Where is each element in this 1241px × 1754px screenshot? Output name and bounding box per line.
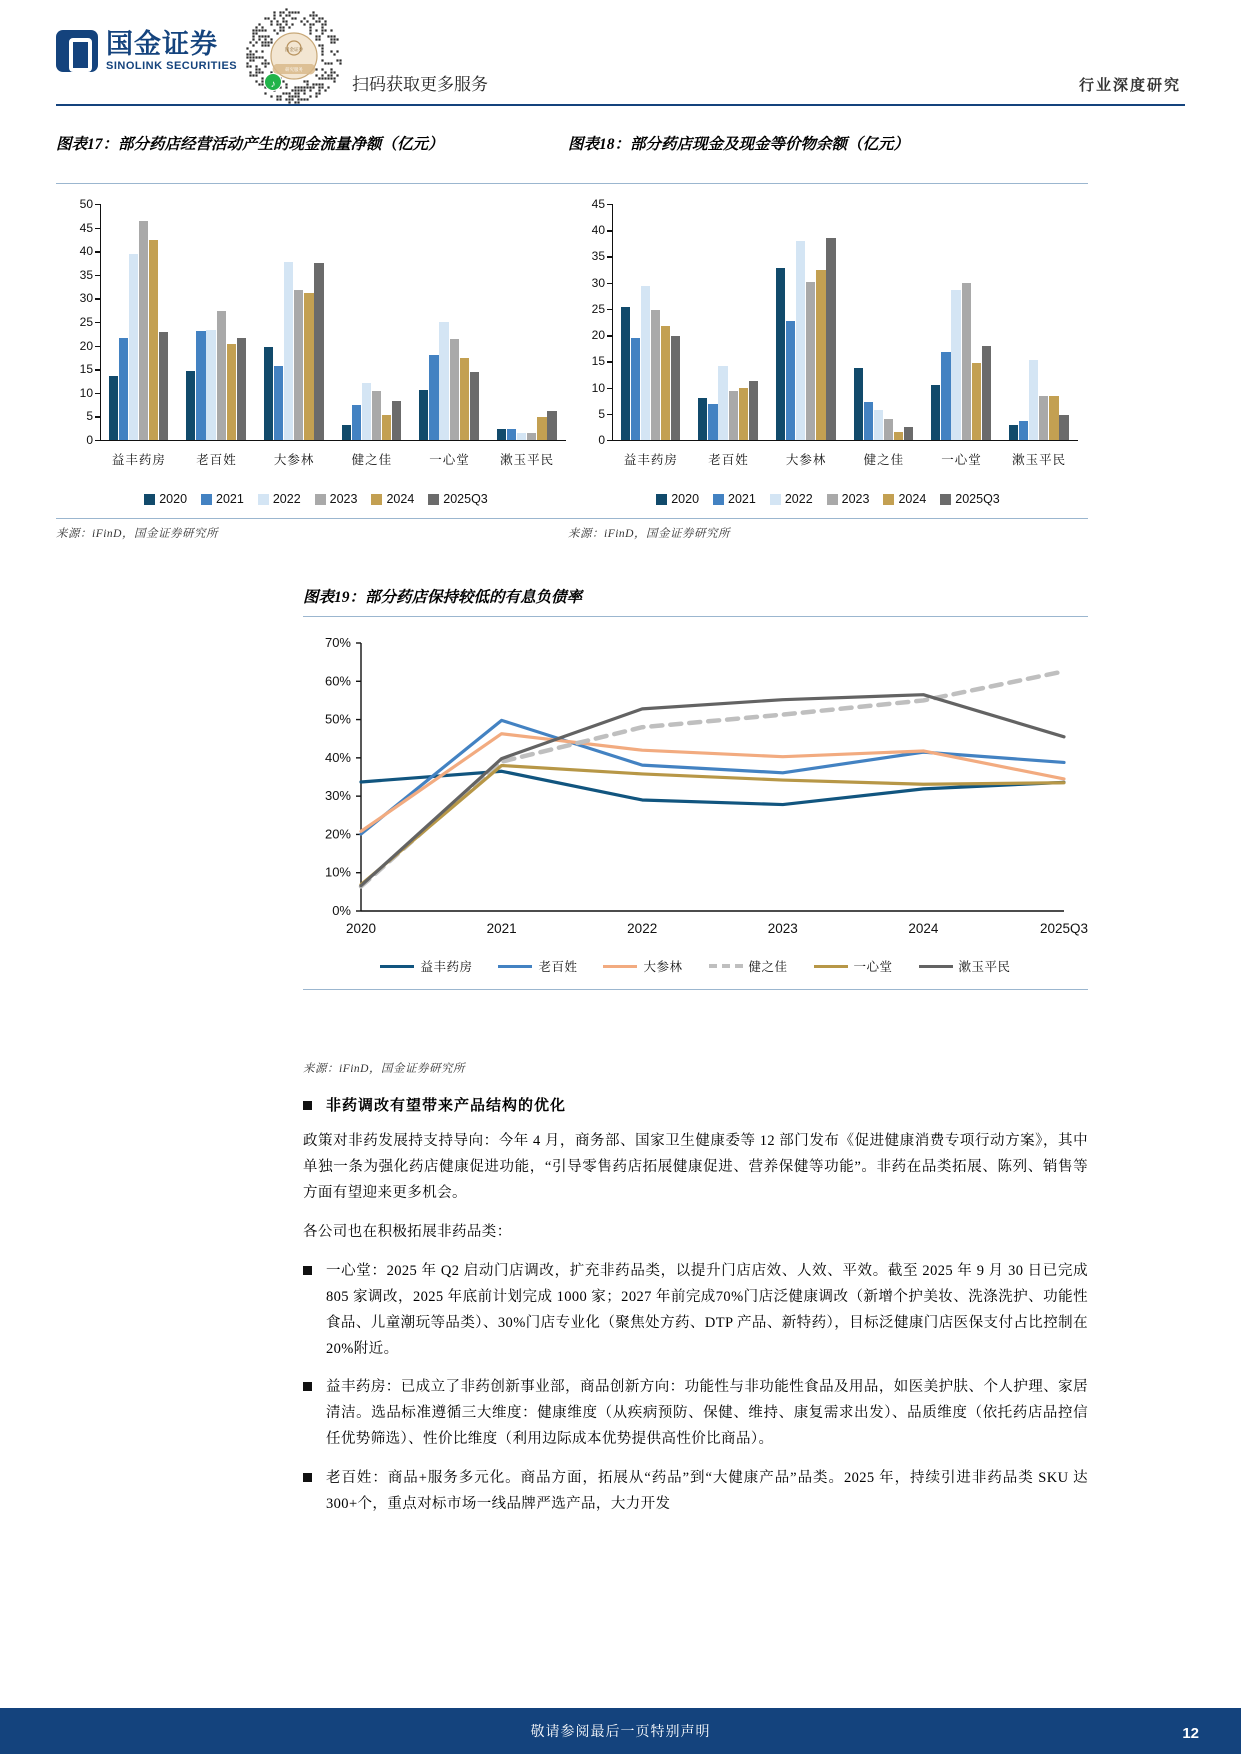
x-axis-category-label: 漱玉平民 — [1012, 453, 1067, 467]
list-item — [303, 1259, 1088, 1362]
svg-text:♪: ♪ — [270, 79, 276, 90]
bar — [294, 290, 303, 440]
y-axis — [612, 204, 613, 440]
y-axis-tick-label: 35 — [79, 267, 93, 282]
x-axis-category-label: 大参林 — [273, 453, 315, 467]
y-axis-tick-label: 10 — [79, 385, 93, 400]
figure-17-bottom-divider — [56, 518, 576, 519]
y-axis-tick-label: 10 — [591, 380, 605, 395]
x-axis-category-label: 大参林 — [785, 453, 827, 467]
bar — [470, 372, 479, 440]
bar — [826, 238, 835, 440]
bar — [284, 262, 293, 440]
legend-label: 2020 — [671, 492, 700, 506]
legend-item — [258, 492, 301, 506]
bar — [884, 419, 893, 441]
x-axis-tick-label: 2022 — [627, 921, 658, 937]
bar — [718, 366, 727, 440]
figure-19-plot — [303, 631, 1088, 951]
bar — [527, 433, 536, 440]
legend-line-icon — [709, 964, 743, 968]
line-series — [361, 695, 1064, 886]
list-item-text: 一心堂：2025 年 Q2 启动门店调改，扩充非药品类，以提升门店店效、人效、平效。截至 2025 年 9 月 30 日已完成 805 家调改，2025 年底前计划完成 1000 家；2027 年前完成70%门店泛健康调改（新增个护美妆、洗涤洗护、功能性食品、儿童潮玩等品类）、30%门店专业化（聚焦处方药、DTP 产品、新特药），目标泛健康门店医保支付占比控制在 20%附近。 — [326, 1263, 1088, 1357]
bullet-square-icon — [303, 1266, 312, 1275]
bar — [450, 339, 459, 440]
figure-19 — [303, 586, 1088, 990]
y-axis-tick-label: 20 — [79, 338, 93, 353]
bar — [854, 368, 863, 440]
y-axis-tick-label: 45 — [591, 197, 605, 211]
figure-18-title-divider — [568, 183, 1088, 184]
figure-19-source: 来源：iFinD，国金证券研究所 — [303, 1063, 465, 1075]
legend-item — [814, 957, 893, 975]
figure-17-legend — [56, 492, 576, 506]
bar — [1049, 396, 1058, 440]
legend-line-icon — [814, 965, 848, 968]
figure-18-plot — [568, 194, 1088, 484]
figure-19-title: 图表19：部分药店保持较低的有息负债率 — [303, 589, 583, 606]
y-axis-tick-label: 30 — [79, 291, 93, 306]
legend-item — [919, 957, 1011, 975]
x-axis-tick-label: 2023 — [767, 921, 798, 937]
legend-label: 老百姓 — [538, 960, 578, 975]
legend-swatch-icon — [428, 494, 439, 505]
bar — [786, 321, 795, 440]
bar — [304, 293, 313, 440]
legend-label: 漱玉平民 — [958, 960, 1011, 975]
legend-label: 2022 — [784, 492, 813, 506]
legend-label: 2023 — [841, 492, 870, 506]
bar — [1009, 425, 1018, 440]
y-axis-tick-label: 5 — [598, 406, 605, 421]
legend-item — [315, 492, 358, 506]
bar — [631, 338, 640, 440]
bar — [972, 363, 981, 440]
bar — [729, 391, 738, 440]
legend-line-icon — [603, 965, 637, 968]
bar — [186, 371, 195, 440]
figure-19-title-divider — [303, 616, 1088, 617]
legend-item — [603, 957, 682, 975]
y-axis-tick-label: 5 — [86, 409, 93, 424]
bar — [159, 332, 168, 440]
y-axis-tick-label: 35 — [591, 249, 605, 264]
legend-item — [656, 492, 699, 506]
legend-label: 一心堂 — [853, 960, 893, 975]
x-axis-category-label: 漱玉平民 — [500, 453, 555, 467]
bar — [739, 388, 748, 440]
company-logo — [56, 30, 237, 72]
bar — [641, 286, 650, 440]
y-axis-tick-label: 20% — [324, 826, 351, 842]
bar — [237, 338, 246, 440]
x-axis-category-label: 老百姓 — [708, 453, 749, 467]
legend-swatch-icon — [656, 494, 667, 505]
y-axis-tick-label: 50% — [324, 711, 351, 727]
legend-item — [498, 957, 577, 975]
legend-swatch-icon — [371, 494, 382, 505]
y-axis-tick — [95, 416, 100, 417]
x-axis-category-label: 一心堂 — [429, 453, 470, 467]
y-axis-tick — [607, 388, 612, 389]
bar — [962, 283, 971, 440]
y-axis-tick-label: 60% — [324, 673, 351, 689]
list-item-text: 益丰药房：已成立了非药创新事业部，商品创新方向：功能性与非功能性食品及用品，如医美护肤、个人护理、家居清洁。选品标准遵循三大维度：健康维度（从疾病预防、保健、维持、康复需求出发）、品质维度（依托药店品控信任优势筛选）、性价比维度（利用边际成本优势提供高性价比商品）。 — [326, 1379, 1088, 1447]
logo-chinese-name: 国金证券 — [106, 28, 218, 59]
y-axis — [100, 204, 101, 440]
scan-prompt-text: 扫码获取更多服务 — [352, 75, 488, 94]
article-body — [303, 1060, 1088, 1517]
figure-19-legend — [303, 957, 1088, 975]
legend-label: 2024 — [898, 492, 927, 506]
bar — [139, 221, 148, 440]
x-axis — [100, 440, 566, 441]
bullet-square-icon — [303, 1473, 312, 1482]
legend-item — [201, 492, 244, 506]
y-axis-tick-label: 40% — [324, 749, 351, 765]
figure-18 — [568, 133, 1088, 541]
x-axis-tick-label: 2025Q3 — [1039, 921, 1088, 937]
legend-swatch-icon — [713, 494, 724, 505]
legend-swatch-icon — [144, 494, 155, 505]
bar — [982, 346, 991, 440]
y-axis-tick — [95, 369, 100, 370]
y-axis-tick — [95, 346, 100, 347]
logo-english-name: SINOLINK SECURITIES — [106, 59, 238, 72]
y-axis-tick — [607, 440, 612, 441]
line-series — [361, 766, 1064, 885]
x-axis-category-label: 老百姓 — [196, 453, 237, 467]
legend-label: 2021 — [728, 492, 756, 506]
svg-text:研究服务: 研究服务 — [285, 67, 303, 72]
y-axis-tick-label: 20 — [591, 328, 605, 343]
legend-swatch-icon — [940, 494, 951, 505]
legend-item — [709, 957, 788, 975]
bar — [429, 355, 438, 440]
x-axis-tick-label: 2021 — [486, 921, 517, 937]
x-axis-tick-label: 2020 — [345, 921, 377, 937]
qr-code — [240, 8, 348, 104]
x-axis-category-label: 一心堂 — [941, 453, 982, 467]
legend-label: 2024 — [386, 492, 415, 506]
legend-item — [371, 492, 414, 506]
bar — [507, 429, 516, 440]
paragraph-policy: 政策对非药发展持支持导向：今年 4 月，商务部、国家卫生健康委等 12 部门发布《促进健康消费专项行动方案》，其中单独一条为强化药店健康促进功能，“引导零售药店拓展健康促进、营养保健等功能”。非药在品类拓展、陈列、销售等方面有望迎来更多机会。 — [303, 1133, 1088, 1201]
page-number: 12 — [1182, 1725, 1199, 1742]
figure-18-bottom-divider — [568, 518, 1088, 519]
bar — [1039, 396, 1048, 440]
y-axis-tick — [607, 361, 612, 362]
y-axis-tick-label: 30% — [324, 788, 351, 804]
bar — [904, 427, 913, 440]
legend-swatch-icon — [258, 494, 269, 505]
legend-label: 2025Q3 — [443, 492, 488, 506]
bar — [874, 410, 883, 440]
bullet-square-icon — [303, 1101, 312, 1110]
legend-line-icon — [919, 965, 953, 968]
bar — [796, 241, 805, 440]
y-axis-tick — [607, 256, 612, 257]
qr-code-graphic — [240, 8, 348, 104]
bar — [129, 254, 138, 440]
bar — [776, 268, 785, 440]
bar — [149, 240, 158, 440]
bar — [621, 307, 630, 440]
y-axis-tick-label: 0 — [598, 433, 605, 447]
legend-line-icon — [380, 965, 414, 968]
y-axis-tick-label: 30 — [591, 275, 605, 290]
bar — [109, 376, 118, 440]
y-axis-tick-label: 0% — [332, 903, 351, 919]
y-axis-tick-label: 45 — [79, 220, 93, 235]
legend-item — [827, 492, 870, 506]
legend-item — [770, 492, 813, 506]
svg-text:国金证券: 国金证券 — [284, 47, 304, 52]
bar — [206, 330, 215, 440]
legend-swatch-icon — [770, 494, 781, 505]
figure-17-plot — [56, 194, 576, 484]
legend-label: 2022 — [272, 492, 301, 506]
y-axis-tick — [607, 230, 612, 231]
figure-17 — [56, 133, 576, 541]
legend-item — [144, 492, 187, 506]
legend-label: 2021 — [216, 492, 244, 506]
bar — [1029, 360, 1038, 440]
legend-item — [713, 492, 756, 506]
x-axis-category-label: 健之佳 — [351, 453, 393, 467]
y-axis-tick — [607, 414, 612, 415]
x-axis-category-label: 益丰药房 — [111, 453, 166, 467]
bar — [1059, 415, 1068, 440]
bar — [931, 385, 940, 440]
list-item-text: 老百姓：商品+服务多元化。商品方面，拓展从“药品”到“大健康产品”品类。2025 年，持续引进非药品类 SKU 达 300+个，重点对标市场一线品牌严选产品，大力开发 — [326, 1469, 1088, 1512]
y-axis-tick-label: 10% — [324, 864, 351, 880]
bar — [352, 405, 361, 440]
bar — [342, 425, 351, 440]
legend-swatch-icon — [883, 494, 894, 505]
bar — [119, 338, 128, 440]
y-axis-tick — [95, 228, 100, 229]
bar — [671, 336, 680, 440]
bar — [196, 331, 205, 440]
bar — [698, 398, 707, 440]
bar — [392, 401, 401, 440]
bar — [941, 352, 950, 440]
bar — [227, 344, 236, 440]
report-category-label: 行业深度研究 — [1078, 78, 1181, 94]
figure-18-legend — [568, 492, 1088, 506]
legend-label: 大参林 — [643, 960, 683, 975]
bar — [537, 417, 546, 440]
y-axis-tick-label: 40 — [79, 244, 93, 259]
legend-label: 2025Q3 — [955, 492, 1000, 506]
y-axis-tick-label: 15 — [591, 354, 605, 369]
legend-swatch-icon — [827, 494, 838, 505]
y-axis-tick — [95, 322, 100, 323]
y-axis-tick — [95, 204, 100, 205]
x-axis — [612, 440, 1078, 441]
bar — [382, 415, 391, 440]
bar — [547, 411, 556, 440]
legend-label: 2020 — [159, 492, 188, 506]
legend-line-icon — [498, 965, 532, 968]
y-axis-tick-label: 50 — [79, 197, 93, 211]
sinolink-logo-icon — [56, 30, 98, 72]
bar — [816, 270, 825, 440]
legend-label: 益丰药房 — [420, 960, 473, 975]
header-divider — [56, 104, 1185, 106]
y-axis-tick-label: 25 — [79, 315, 93, 329]
bar — [864, 402, 873, 440]
section-heading-row — [303, 1094, 1088, 1115]
y-axis-tick — [607, 204, 612, 205]
x-axis-tick-label: 2024 — [908, 921, 939, 937]
bar — [419, 390, 428, 440]
legend-swatch-icon — [315, 494, 326, 505]
figure-18-source: 来源：iFinD，国金证券研究所 — [568, 528, 730, 540]
y-axis-tick-label: 25 — [591, 301, 605, 316]
bar — [314, 263, 323, 440]
y-axis-tick — [95, 298, 100, 299]
bar — [362, 383, 371, 440]
y-axis-tick-label: 15 — [79, 362, 93, 377]
legend-label: 健之佳 — [748, 960, 788, 975]
bar — [264, 347, 273, 440]
bar — [517, 433, 526, 440]
y-axis-tick — [95, 275, 100, 276]
y-axis-tick — [607, 283, 612, 284]
bar — [439, 322, 448, 440]
bar — [661, 326, 670, 440]
y-axis-tick — [607, 309, 612, 310]
legend-label: 2023 — [329, 492, 358, 506]
bar — [274, 366, 283, 440]
list-item — [303, 1375, 1088, 1452]
section-heading-text: 非药调改有望带来产品结构的优化 — [326, 1098, 567, 1114]
bar — [951, 290, 960, 440]
y-axis-tick-label: 70% — [324, 635, 351, 651]
y-axis-tick — [95, 393, 100, 394]
y-axis-tick-label: 40 — [591, 223, 605, 238]
figure-18-title: 图表18：部分药店现金及现金等价物余额（亿元） — [568, 136, 910, 153]
x-axis-category-label: 健之佳 — [863, 453, 905, 467]
bullet-square-icon — [303, 1382, 312, 1391]
bar — [1019, 421, 1028, 440]
bar — [460, 358, 469, 440]
legend-swatch-icon — [201, 494, 212, 505]
legend-item — [883, 492, 926, 506]
legend-item — [380, 957, 472, 975]
line-chart-svg — [303, 631, 1088, 951]
figure-19-bottom-divider — [303, 989, 1088, 990]
bar — [651, 310, 660, 440]
footer-disclaimer-text: 敬请参阅最后一页特别声明 — [530, 1725, 711, 1740]
legend-item — [940, 492, 999, 506]
y-axis-tick-label: 0 — [86, 433, 93, 447]
y-axis-tick — [607, 335, 612, 336]
bar — [497, 429, 506, 440]
y-axis-tick — [95, 251, 100, 252]
page-header — [0, 0, 1241, 108]
bar — [749, 381, 758, 440]
page-footer — [0, 1708, 1241, 1754]
figure-17-source: 来源：iFinD，国金证券研究所 — [56, 528, 218, 540]
bar — [894, 432, 903, 440]
bar — [217, 311, 226, 440]
y-axis-tick — [95, 440, 100, 441]
bar — [372, 391, 381, 440]
figure-17-title: 图表17：部分药店经营活动产生的现金流量净额（亿元） — [56, 136, 444, 153]
figure-17-title-divider — [56, 183, 576, 184]
bar — [806, 282, 815, 440]
bar — [708, 404, 717, 440]
paragraph-companies-intro: 各公司也在积极拓展非药品类： — [303, 1224, 512, 1241]
list-item — [303, 1466, 1088, 1518]
legend-item — [428, 492, 487, 506]
x-axis-category-label: 益丰药房 — [623, 453, 678, 467]
